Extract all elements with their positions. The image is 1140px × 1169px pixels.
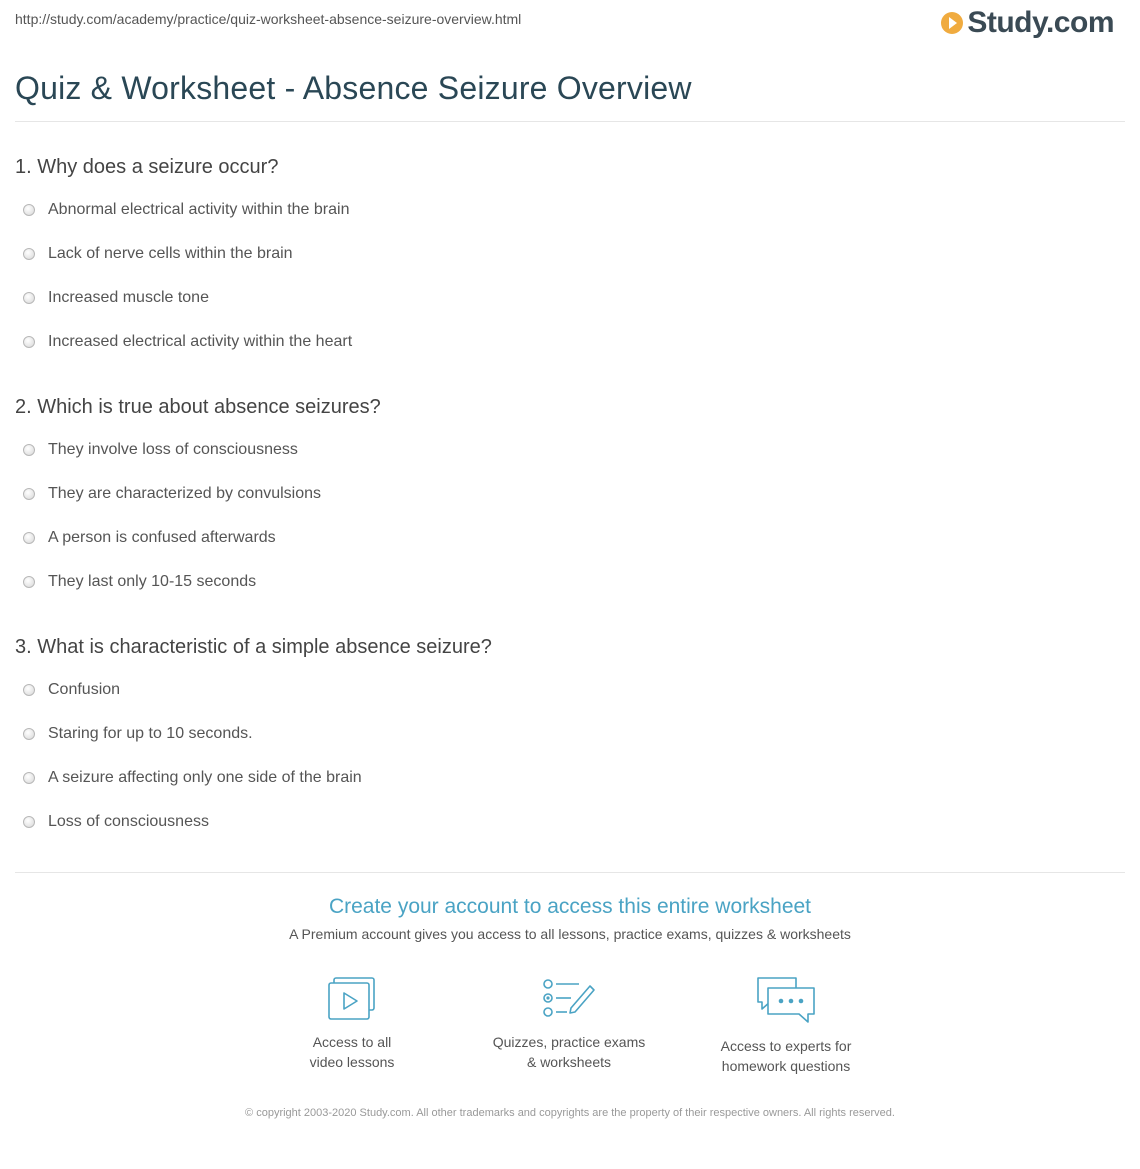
answer-label: They are characterized by convulsions (48, 485, 322, 502)
answer-label: Abnormal electrical activity within the brain (48, 201, 350, 218)
question-1 (15, 153, 1125, 364)
answer-label: A seizure affecting only one side of the brain (48, 769, 362, 786)
feature-label: Quizzes, practice exams & worksheets (492, 1034, 646, 1070)
radio-button[interactable] (23, 444, 35, 456)
radio-button[interactable] (23, 488, 35, 500)
answer-label: Increased muscle tone (48, 289, 209, 306)
answer-label: Increased electrical activity within the heart (48, 333, 353, 350)
study-logo[interactable] (941, 6, 1114, 40)
create-account-link[interactable]: Create your account to access this entire worksheet (328, 895, 812, 918)
answer-option[interactable] (23, 668, 1125, 712)
top-bar (0, 0, 1140, 52)
premium-description: A Premium account gives you access to all lessons, practice exams, quizzes & worksheets (289, 926, 851, 942)
quiz-checklist-icon (541, 976, 597, 1022)
radio-button[interactable] (23, 684, 35, 696)
answer-option[interactable] (23, 472, 1125, 516)
answer-option[interactable] (23, 800, 1125, 844)
question-3 (15, 633, 1125, 844)
question-title: 2. Which is true about absence seizures? (15, 396, 381, 418)
feature-quizzes (479, 976, 659, 1072)
page-title: Quiz & Worksheet - Absence Seizure Overview (15, 70, 692, 106)
answer-option[interactable] (23, 560, 1125, 604)
feature-label: Access to all video lessons (309, 1034, 395, 1070)
feature-experts (696, 976, 876, 1076)
question-2 (15, 393, 1125, 604)
radio-button[interactable] (23, 576, 35, 588)
answer-label: Staring for up to 10 seconds. (48, 725, 253, 742)
radio-button[interactable] (23, 336, 35, 348)
answer-label: They involve loss of consciousness (48, 441, 298, 458)
answer-option[interactable] (23, 276, 1125, 320)
play-logo-icon (941, 12, 963, 34)
answer-option[interactable] (23, 428, 1125, 472)
answer-label: They last only 10-15 seconds (48, 573, 257, 590)
radio-button[interactable] (23, 772, 35, 784)
title-divider (15, 121, 1125, 122)
copyright-notice: © copyright 2003-2020 Study.com. All other trademarks and copyrights are the property of their respective owners. All rights reserved. (245, 1107, 895, 1119)
answer-option[interactable] (23, 712, 1125, 756)
answer-label: Confusion (48, 681, 121, 698)
answer-option[interactable] (23, 516, 1125, 560)
feature-label: Access to experts for homework questions (720, 1038, 852, 1074)
logo-text: Study.com (967, 6, 1114, 39)
answer-option[interactable] (23, 320, 1125, 364)
question-title: 1. Why does a seizure occur? (15, 156, 279, 178)
page-url: http://study.com/academy/practice/quiz-worksheet-absence-seizure-overview.html (15, 11, 522, 27)
video-lessons-icon (326, 976, 378, 1022)
radio-button[interactable] (23, 248, 35, 260)
answer-option[interactable] (23, 756, 1125, 800)
question-title: 3. What is characteristic of a simple absence seizure? (15, 636, 492, 658)
section-divider (15, 872, 1125, 873)
radio-button[interactable] (23, 728, 35, 740)
answer-option[interactable] (23, 232, 1125, 276)
answer-label: Loss of consciousness (48, 813, 209, 830)
chat-bubbles-icon (754, 976, 818, 1026)
radio-button[interactable] (23, 816, 35, 828)
radio-button[interactable] (23, 292, 35, 304)
answer-label: A person is confused afterwards (48, 529, 276, 546)
radio-button[interactable] (23, 204, 35, 216)
answer-label: Lack of nerve cells within the brain (48, 245, 293, 262)
feature-video-lessons (262, 976, 442, 1072)
radio-button[interactable] (23, 532, 35, 544)
answer-option[interactable] (23, 188, 1125, 232)
